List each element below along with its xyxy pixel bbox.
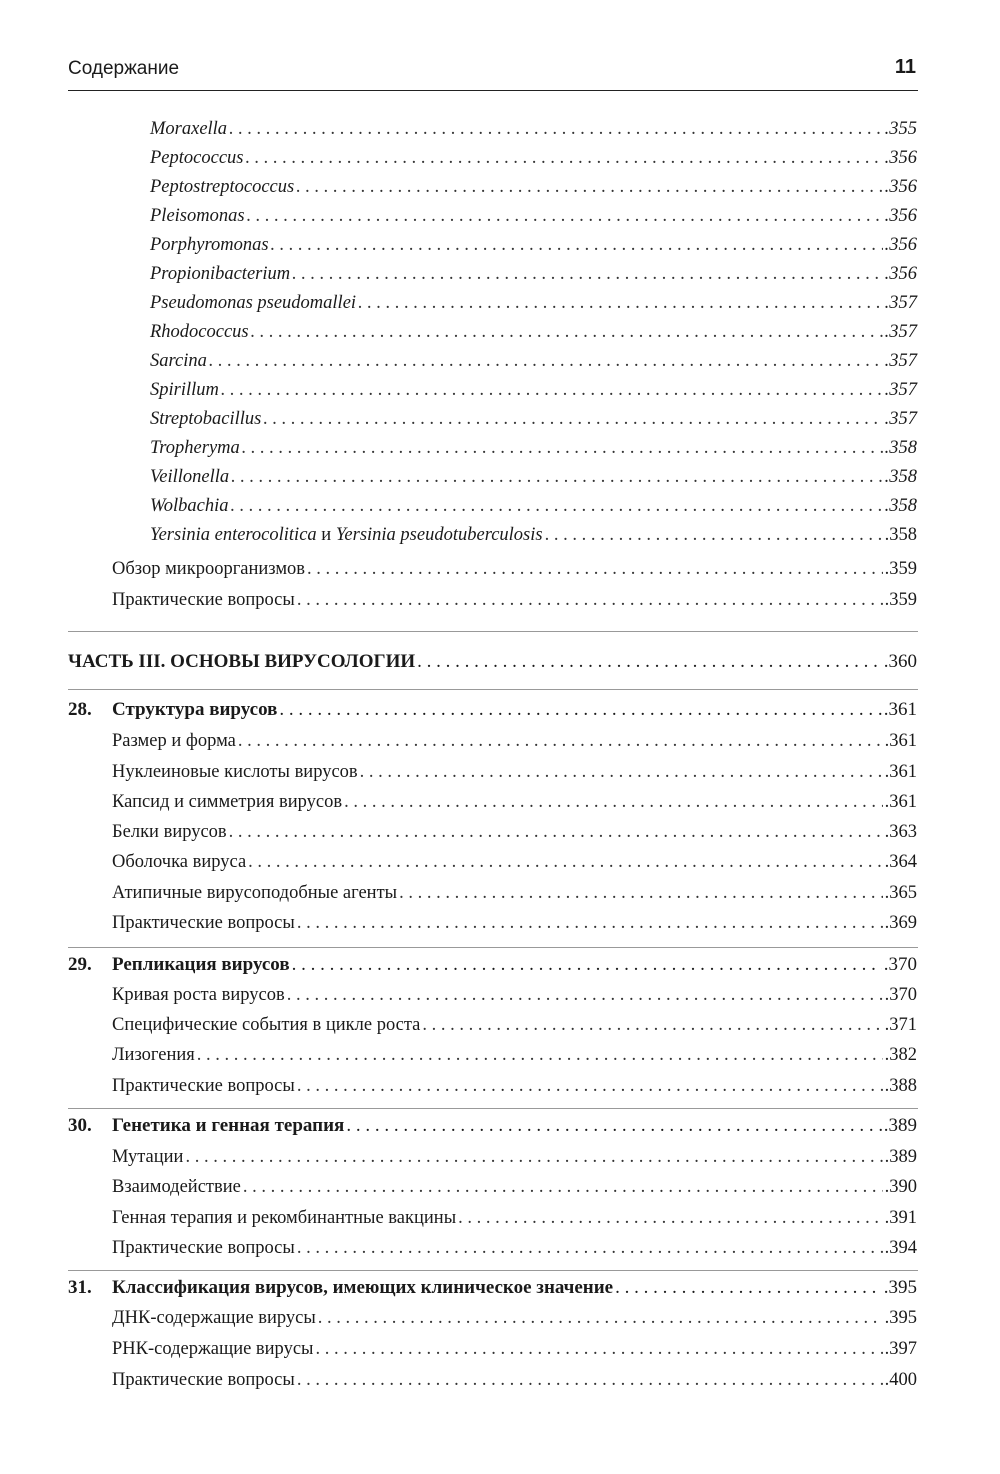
dot-leader <box>246 145 883 171</box>
chapter-number: 31. <box>68 1277 92 1298</box>
dot-leader <box>296 174 882 200</box>
toc-entry-page: .356 <box>884 148 917 168</box>
toc-entry-title: Wolbachia <box>150 496 229 516</box>
toc-entry-title: Porphyromonas <box>150 235 269 255</box>
chapter-title: Репликация вирусов <box>112 954 290 975</box>
toc-entry <box>150 348 917 374</box>
toc-entry <box>150 203 917 229</box>
dot-leader <box>197 1042 883 1068</box>
toc-entry <box>150 319 917 345</box>
chapter-title: Структура вирусов <box>112 699 278 720</box>
dot-leader <box>297 910 883 936</box>
toc-entry-title: Практические вопросы <box>112 1238 295 1258</box>
dot-leader <box>238 728 883 754</box>
toc-entry-title: Обзор микроорганизмов <box>112 559 306 579</box>
chapter-title: Классификация вирусов, имеющих клиническое значение <box>112 1277 614 1298</box>
chapter-page: .389 <box>883 1115 917 1136</box>
toc-entry <box>150 174 917 200</box>
toc-entry-title: Практические вопросы <box>112 590 295 610</box>
toc-entry-title: Propionibacterium <box>150 264 291 284</box>
toc-entry-title: Rhodococcus <box>150 322 249 342</box>
toc-entry-title: Белки вирусов <box>112 822 227 842</box>
toc-entry-page: .358 <box>884 496 917 516</box>
toc-entry-page: .355 <box>884 119 917 139</box>
dot-leader <box>422 1012 882 1038</box>
page-number: 11 <box>894 56 916 78</box>
toc-entry-title: Нуклеиновые кислоты вирусов <box>112 762 358 782</box>
dot-leader <box>251 319 883 345</box>
section-divider <box>68 1108 918 1109</box>
toc-entry <box>150 406 917 432</box>
toc-entry <box>150 464 917 490</box>
toc-entry-title: Генная терапия и рекомбинантные вакцины <box>112 1208 457 1228</box>
dot-leader <box>615 1274 882 1302</box>
toc-entry-page: .356 <box>884 206 917 226</box>
toc-entry-title: Капсид и симметрия вирусов <box>112 792 343 812</box>
toc-entry <box>112 1042 917 1068</box>
toc-entry-page: .363 <box>884 822 917 842</box>
dot-leader <box>271 232 883 258</box>
chapter-number: 28. <box>68 699 92 720</box>
toc-entry-title: Лизогения <box>112 1045 195 1065</box>
toc-entry <box>112 982 917 1008</box>
dot-leader <box>230 493 882 519</box>
toc-entry-title: Pleisomonas <box>150 206 245 226</box>
chapter-heading <box>68 696 917 724</box>
toc-entry-title: Мутации <box>112 1147 184 1167</box>
toc-entry-title: Peptococcus <box>150 148 244 168</box>
part-title: ЧАСТЬ III. ОСНОВЫ ВИРУСОЛОГИИ <box>68 651 416 672</box>
toc-entry-title: Практические вопросы <box>112 1076 295 1096</box>
toc-entry-page: .357 <box>884 293 917 313</box>
toc-entry <box>150 377 917 403</box>
toc-entry <box>150 493 917 519</box>
chapter-page: .370 <box>883 954 917 975</box>
toc-entry-page: .391 <box>884 1208 917 1228</box>
toc-entry-page: .358 <box>884 467 917 487</box>
dot-leader <box>243 1174 883 1200</box>
toc-entry <box>150 145 917 171</box>
toc-entry-page: .359 <box>884 559 917 579</box>
toc-entry-title: Кривая роста вирусов <box>112 985 285 1005</box>
dot-leader <box>209 348 883 374</box>
chapter-heading <box>68 951 917 979</box>
dot-leader <box>417 648 882 676</box>
toc-entry <box>112 759 917 785</box>
chapter-heading <box>68 1274 917 1302</box>
yersinia-species-1: Yersinia enterocolitica <box>150 525 317 545</box>
toc-entry-page: .359 <box>884 590 917 610</box>
toc-entry-page: .364 <box>884 852 917 872</box>
toc-entry-page: .400 <box>884 1370 917 1390</box>
dot-leader <box>297 1073 883 1099</box>
toc-entry-title <box>150 522 543 548</box>
section-divider <box>68 631 918 632</box>
dot-leader <box>242 435 883 461</box>
toc-entry-title: Практические вопросы <box>112 1370 295 1390</box>
toc-entry <box>112 1205 917 1231</box>
dot-leader <box>315 1336 882 1362</box>
toc-entry-page: .390 <box>884 1177 917 1197</box>
toc-entry-title: Peptostreptococcus <box>150 177 295 197</box>
section-divider <box>68 689 918 690</box>
toc-entry <box>150 435 917 461</box>
toc-entry-title: Специфические события в цикле роста <box>112 1015 421 1035</box>
yersinia-conjunction: и <box>316 525 336 545</box>
toc-entry-page: .357 <box>884 351 917 371</box>
toc-entry-title: ДНК-содержащие вирусы <box>112 1308 316 1328</box>
toc-entry-page: .371 <box>884 1015 917 1035</box>
toc-entry-page: .361 <box>884 792 917 812</box>
toc-entry-page: .394 <box>884 1238 917 1258</box>
toc-entry-page: .365 <box>884 883 917 903</box>
part-heading <box>68 648 917 676</box>
toc-entry-page: .397 <box>884 1339 917 1359</box>
dot-leader <box>344 789 883 815</box>
toc-entry <box>112 789 917 815</box>
dot-leader <box>229 116 883 142</box>
toc-entry <box>150 232 917 258</box>
toc-entry-yersinia <box>150 522 917 548</box>
chapter-heading <box>68 1112 917 1140</box>
dot-leader <box>458 1205 882 1231</box>
toc-entry-page: .361 <box>884 762 917 782</box>
dot-leader <box>221 377 883 403</box>
dot-leader <box>287 982 883 1008</box>
dot-leader <box>358 290 883 316</box>
toc-entry <box>112 1012 917 1038</box>
toc-entry-page: .361 <box>884 731 917 751</box>
toc-entry-title: Взаимодействие <box>112 1177 241 1197</box>
toc-entry-page: .395 <box>884 1308 917 1328</box>
dot-leader <box>292 951 882 979</box>
section-divider <box>68 1270 918 1271</box>
toc-entry <box>112 1305 917 1331</box>
dot-leader <box>297 1367 883 1393</box>
dot-leader <box>263 406 882 432</box>
toc-entry <box>112 819 917 845</box>
toc-entry-page: .369 <box>884 913 917 933</box>
chapter-page: .361 <box>883 699 917 720</box>
toc-entry <box>112 1174 917 1200</box>
dot-leader <box>307 556 883 582</box>
dot-leader <box>279 696 881 724</box>
toc-entry-page: .388 <box>884 1076 917 1096</box>
toc-entry <box>112 910 917 936</box>
toc-entry-page: .370 <box>884 985 917 1005</box>
dot-leader <box>360 759 883 785</box>
section-divider <box>68 947 918 948</box>
dot-leader <box>399 880 883 906</box>
toc-entry-title: Veillonella <box>150 467 230 487</box>
dot-leader <box>185 1144 882 1170</box>
toc-entry-title: РНК-содержащие вирусы <box>112 1339 314 1359</box>
toc-entry <box>150 116 917 142</box>
toc-entry-page: .356 <box>884 235 917 255</box>
toc-entry <box>112 1144 917 1170</box>
toc-entry-title: Sarcina <box>150 351 207 371</box>
dot-leader <box>229 819 883 845</box>
toc-entry-page: .356 <box>884 264 917 284</box>
toc-entry-title: Атипичные вирусоподобные агенты <box>112 883 398 903</box>
dot-leader <box>545 522 883 548</box>
toc-entry <box>112 1336 917 1362</box>
dot-leader <box>247 203 883 229</box>
toc-entry-page: .358 <box>884 525 917 545</box>
toc-entry-page: .357 <box>884 322 917 342</box>
toc-entry-page: .389 <box>884 1147 917 1167</box>
toc-entry-title: Spirillum <box>150 380 219 400</box>
toc-entry <box>112 728 917 754</box>
toc-entry-page: .356 <box>884 177 917 197</box>
chapter-page: .395 <box>883 1277 917 1298</box>
chapter-number: 30. <box>68 1115 92 1136</box>
toc-entry <box>112 849 917 875</box>
toc-entry-title: Tropheryma <box>150 438 240 458</box>
toc-entry-title: Оболочка вируса <box>112 852 247 872</box>
toc-entry-title: Pseudomonas pseudomallei <box>150 293 357 313</box>
dot-leader <box>292 261 883 287</box>
toc-entry <box>112 1235 917 1261</box>
dot-leader <box>297 1235 883 1261</box>
toc-entry <box>112 1367 917 1393</box>
toc-entry-page: .357 <box>884 409 917 429</box>
dot-leader <box>248 849 882 875</box>
toc-entry <box>112 1073 917 1099</box>
toc-entry-page: .357 <box>884 380 917 400</box>
dot-leader <box>318 1305 883 1331</box>
dot-leader <box>346 1112 881 1140</box>
dot-leader <box>231 464 883 490</box>
yersinia-species-2: Yersinia pseudotuberculosis <box>335 525 543 545</box>
toc-entry-title: Streptobacillus <box>150 409 262 429</box>
toc-entry <box>112 880 917 906</box>
chapter-title: Генетика и генная терапия <box>112 1115 345 1136</box>
chapter-number: 29. <box>68 954 92 975</box>
toc-entry-title: Размер и форма <box>112 731 236 751</box>
running-header-section: Содержание <box>68 58 180 79</box>
dot-leader <box>297 587 883 613</box>
toc-entry-page: .358 <box>884 438 917 458</box>
toc-entry-title: Moraxella <box>150 119 228 139</box>
part-page: .360 <box>883 651 917 672</box>
toc-entry <box>150 290 917 316</box>
toc-entry-page: .382 <box>884 1045 917 1065</box>
toc-entry <box>150 261 917 287</box>
toc-entry-title: Практические вопросы <box>112 913 295 933</box>
toc-entry <box>112 556 917 582</box>
toc-entry <box>112 587 917 613</box>
